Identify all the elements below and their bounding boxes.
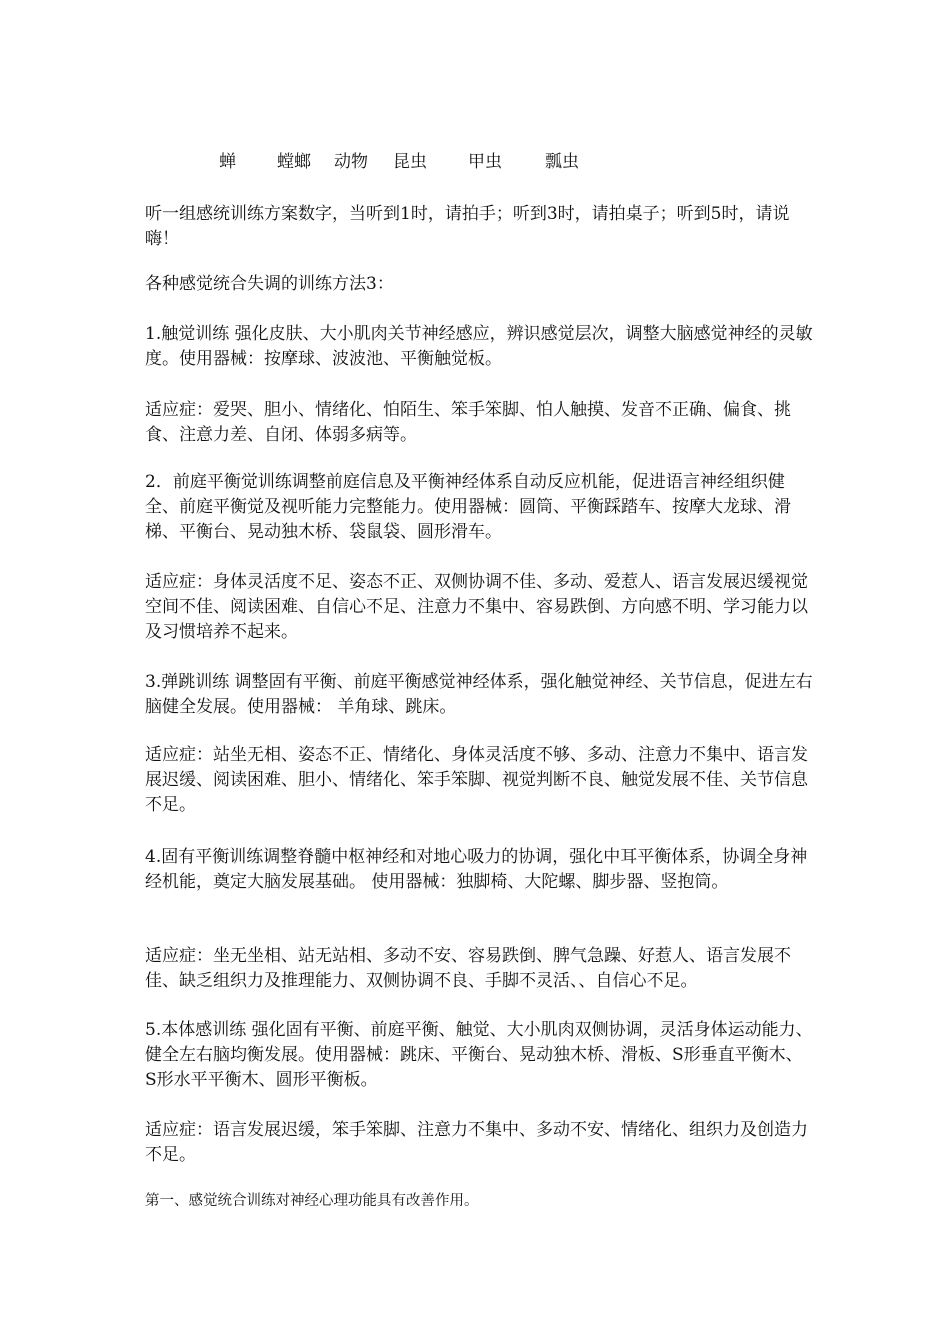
training-item-1: 1.触觉训练 强化皮肤、大小肌肉关节神经感应，辨识感觉层次，调整大脑感觉神经的灵敏度。使用器械：按摩球、波波池、平衡触觉板。: [145, 324, 813, 369]
indications-3: 适应症：站坐无相、姿态不正、情绪化、身体灵活度不够、多动、注意力不集中、语言发展迟缓、阅读困难、胆小、情绪化、笨手笨脚、视觉判断不良、触觉发展不佳、关节信息不足。: [145, 745, 808, 815]
training-item-2: 2．前庭平衡觉训练调整前庭信息及平衡神经体系自动反应机能，促进语言神经组织健全、前庭平衡觉及视听能力完整能力。使用器械：圆筒、平衡踩踏车、按摩大龙球、滑梯、平衡台、晃动独木桥、袋鼠袋、圆形滑车。: [145, 472, 791, 542]
training-item-3: 3.弹跳训练 调整固有平衡、前庭平衡感觉神经体系，强化触觉神经、关节信息，促进左右脑健全发展。使用器械： 羊角球、跳床。: [145, 672, 813, 717]
word-item: 动物: [334, 152, 368, 172]
closing-note: 第一、感觉统合训练对神经心理功能具有改善作用。: [145, 1193, 479, 1209]
word-item: 螳螂: [277, 152, 311, 172]
insect-word-list: [0, 149, 950, 175]
indications-1: 适应症：爱哭、胆小、情绪化、怕陌生、笨手笨脚、怕人触摸、发音不正确、偏食、挑食、注意力差、自闭、体弱多病等。: [145, 400, 791, 445]
training-item-4: 4.固有平衡训练调整脊髓中枢神经和对地心吸力的协调，强化中耳平衡体系，协调全身神经机能，奠定大脑发展基础。 使用器械：独脚椅、大陀螺、脚步器、竖抱筒。: [145, 847, 808, 892]
word-item: 瓢虫: [545, 152, 579, 172]
indications-2: 适应症：身体灵活度不足、姿态不正、双侧协调不佳、多动、爱惹人、语言发展迟缓视觉空间不佳、阅读困难、自信心不足、注意力不集中、容易跌倒、方向感不明、学习能力以及习惯培养不起来。: [145, 572, 808, 642]
indications-4: 适应症：坐无坐相、站无站相、多动不安、容易跌倒、脾气急躁、好惹人、语言发展不佳、缺乏组织力及推理能力、双侧协调不良、手脚不灵活、、自信心不足。: [145, 946, 791, 991]
word-item: 甲虫: [468, 152, 502, 172]
indications-5: 适应症：语言发展迟缓，笨手笨脚、注意力不集中、多动不安、情绪化、组织力及创造力不足。: [145, 1120, 808, 1165]
training-item-5: 5.本体感训练 强化固有平衡、前庭平衡、触觉、大小肌肉双侧协调，灵活身体运动能力、健全左右脑均衡发展。使用器械：跳床、平衡台、晃动独木桥、滑板、S形垂直平衡木、S形水平平衡木、圆形平衡板。: [145, 1020, 813, 1090]
section-heading: 各种感觉统合失调的训练方法3：: [145, 274, 394, 294]
word-item: 昆虫: [393, 152, 427, 172]
word-item: 蝉: [219, 152, 236, 172]
instruction-paragraph: 听一组感统训练方案数字，当听到1时，请拍手；听到3时，请拍桌子；听到5时，请说嗨！: [145, 204, 790, 249]
